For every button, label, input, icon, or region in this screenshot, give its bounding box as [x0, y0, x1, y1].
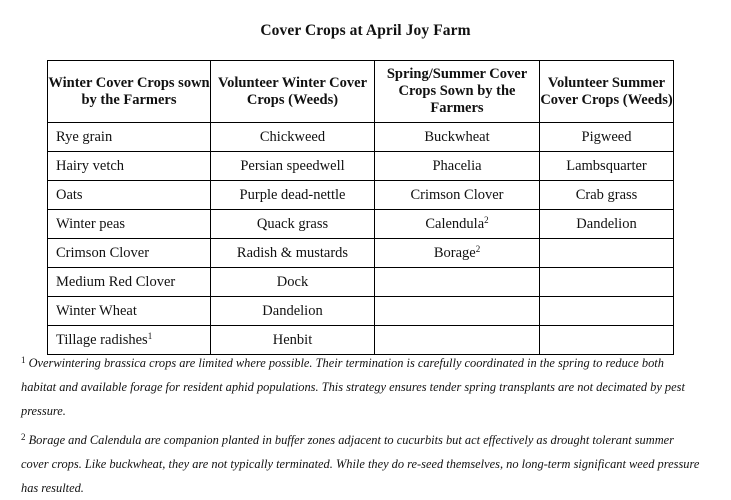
cell-text: Henbit: [272, 331, 313, 348]
cell-text: Buckwheat: [424, 128, 490, 145]
cell-text: Tillage radishes: [56, 331, 148, 348]
table-row: [48, 268, 674, 297]
cell-text: Radish & mustards: [236, 244, 349, 261]
cell-text: Borage: [433, 244, 476, 261]
cell-text: Lambsquarter: [566, 157, 647, 174]
table-cell: [211, 268, 375, 297]
footnote-ref: 2: [475, 243, 481, 254]
cell-text: Pigweed: [581, 128, 632, 145]
footnote-1: [21, 351, 701, 423]
footnote-mark: 2: [21, 432, 26, 442]
table-cell: [540, 123, 674, 152]
table-cell: [211, 210, 375, 239]
table-cell: [375, 297, 540, 326]
table-row: [48, 297, 674, 326]
footnote-text: Overwintering brassica crops are limited where possible. Their termination is carefully coordinated in the spring to reduce both habitat and available forage for resident aphid populations. This strategy ensures tender spring transplants are not decimated by pest pressure.: [21, 356, 685, 418]
footnote-ref: 2: [484, 214, 489, 225]
header-spring-summer-sown: Spring/Summer Cover Crops Sown by the Farmers: [375, 61, 540, 123]
header-winter-sown: Winter Cover Crops sown by the Farmers: [48, 61, 211, 123]
table-cell: [48, 297, 211, 326]
page-title: Cover Crops at April Joy Farm: [260, 22, 471, 39]
cell-text: Chickweed: [259, 128, 326, 145]
header-volunteer-summer: Volunteer Summer Cover Crops (Weeds): [540, 61, 674, 123]
footnote-text: Borage and Calendula are companion planted in buffer zones adjacent to cucurbits but act effectively as drought tolerant summer cover crops. Like buckwheat, they are not typically terminated. While they do re-seed themselves, no long-term significant weed pressure has resulted.: [21, 433, 700, 495]
table-cell: [540, 152, 674, 181]
table-cell: [375, 268, 540, 297]
cell-text: Crab grass: [575, 186, 638, 203]
header-row: [48, 61, 674, 123]
table-cell: [540, 239, 674, 268]
table-cell: [540, 297, 674, 326]
table-cell: [48, 181, 211, 210]
footnote-mark: 1: [21, 355, 26, 365]
cover-crops-table: [47, 60, 674, 355]
cell-text: Oats: [56, 186, 83, 203]
table-cell: [540, 268, 674, 297]
cell-text: Winter Wheat: [56, 302, 137, 319]
table-row: [48, 239, 674, 268]
cell-text: Winter peas: [56, 215, 126, 232]
table-cell: [48, 152, 211, 181]
table-cell: [540, 210, 674, 239]
table-row: [48, 210, 674, 239]
footnote-ref: 1: [147, 330, 153, 341]
table-cell: [48, 210, 211, 239]
table-row: [48, 123, 674, 152]
cell-text: Dock: [276, 273, 309, 290]
cell-text: Medium Red Clover: [56, 273, 176, 290]
cell-text: Dandelion: [576, 215, 637, 232]
table-cell: [211, 239, 375, 268]
table-row: [48, 152, 674, 181]
table-cell: [375, 239, 540, 268]
cell-text: Purple dead-nettle: [239, 186, 346, 203]
table-cell: [375, 152, 540, 181]
table-cell: [540, 181, 674, 210]
table-cell: [211, 181, 375, 210]
table-body: [48, 123, 674, 355]
table-cell: [375, 181, 540, 210]
cell-text: Crimson Clover: [410, 186, 504, 203]
table-cell: [375, 210, 540, 239]
table-cell: [211, 123, 375, 152]
cell-text: Calendula: [425, 215, 485, 232]
cell-text: Rye grain: [56, 128, 113, 145]
table-row: [48, 181, 674, 210]
header-volunteer-winter: Volunteer Winter Cover Crops (Weeds): [211, 61, 375, 123]
cell-text: Quack grass: [256, 215, 329, 232]
cell-text: Crimson Clover: [56, 244, 150, 261]
table-cell: [48, 123, 211, 152]
cell-text: Dandelion: [262, 302, 323, 319]
cell-text: Persian speedwell: [240, 157, 345, 174]
cell-text: Phacelia: [432, 157, 482, 174]
table-cell: [48, 268, 211, 297]
table-cell: [375, 123, 540, 152]
footnote-2: [21, 428, 701, 500]
table-cell: [211, 297, 375, 326]
table-cell: [48, 239, 211, 268]
table-cell: [211, 152, 375, 181]
cell-text: Hairy vetch: [56, 157, 125, 174]
